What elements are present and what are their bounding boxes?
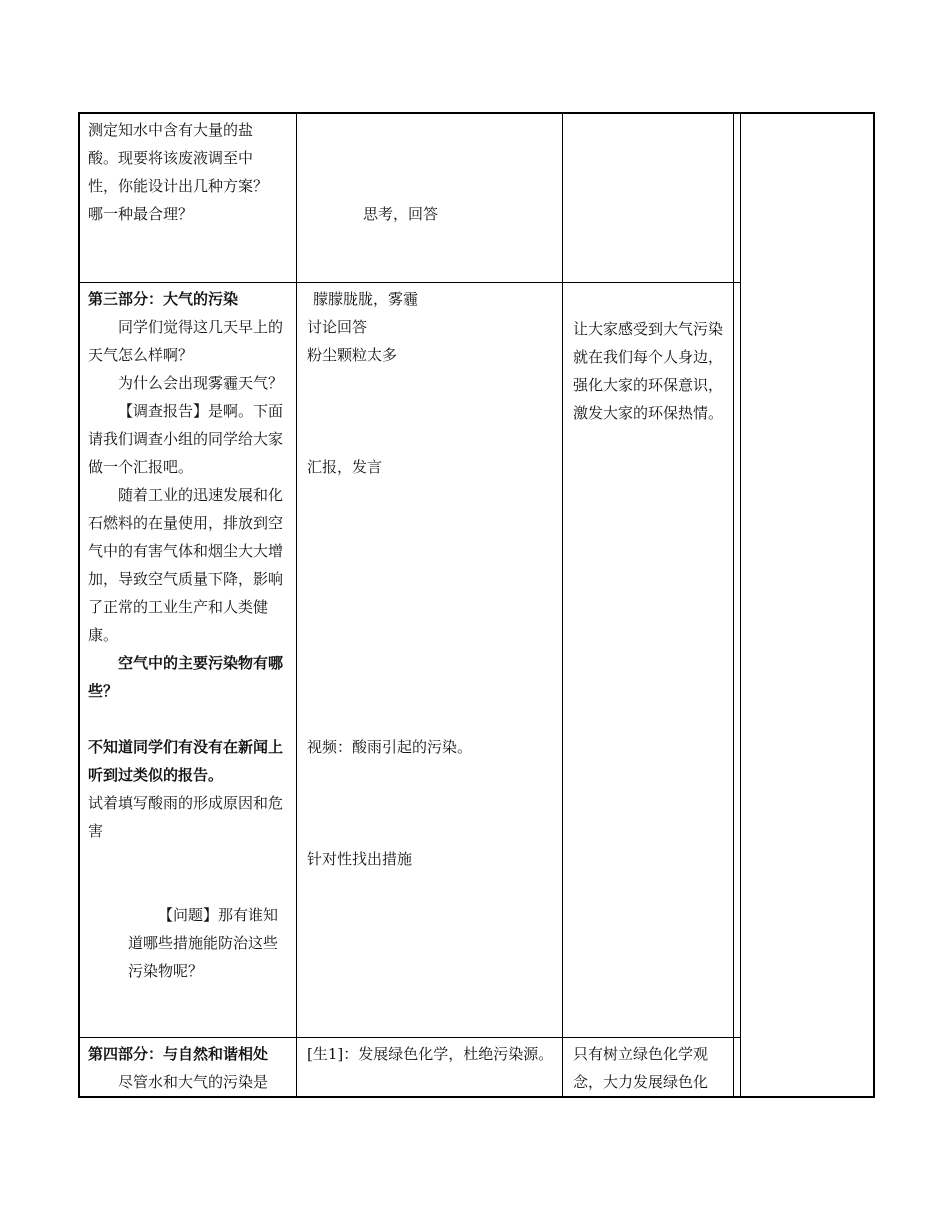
cell-teacher-activity [79,282,297,1037]
narrow-column [734,1037,741,1097]
narrow-column [734,282,741,1037]
paragraph: [生1]：发展绿色化学，杜绝污染源。 [307,1044,554,1063]
cell-notes [741,113,875,1097]
paragraph: 尽管水和大气的污染是 [118,1072,269,1091]
text-line: 性，你能设计出几种方案？ [88,177,269,195]
paragraph: 只有树立绿色化学观念，大力发展绿色化 [573,1044,709,1091]
paragraph: 【调查报告】是啊。下面请我们调查小组的同学给大家做一个汇报吧。 [88,401,284,476]
paragraph: 同学们觉得这几天早上的天气怎么样啊？ [88,317,284,364]
section-title: 第三部分：大气的污染 [88,289,239,308]
section-title: 第四部分：与自然和谐相处 [88,1044,269,1063]
text-line: 针对性找出措施 [307,849,413,868]
text-line: 酸。现要将该废液调至中 [88,149,254,167]
paragraph: 试着填写酸雨的形成原因和危害 [88,793,284,840]
paragraph: 【问题】那有谁知道哪些措施能防治这些污染物呢？ [128,905,279,980]
cell-design-intent [563,282,734,1037]
cell-design-intent [563,1037,734,1097]
cell-design-intent [563,113,734,282]
text-line: 朦朦胧胧，雾霾 [313,289,419,308]
cell-student-activity [297,282,563,1037]
paragraph: 不知道同学们有没有在新闻上听到过类似的报告。 [88,737,284,784]
cell-student-activity [297,113,563,282]
text-line: 讨论回答 [307,317,368,336]
text-line: 测定知水中含有大量的盐 [88,121,254,139]
narrow-column [734,113,741,282]
text-line: 哪一种最合理？ [88,205,194,223]
cell-student-activity [297,1037,563,1097]
table-row [79,113,874,282]
paragraph: 空气中的主要污染物有哪些？ [88,653,284,700]
paragraph: 为什么会出现雾霾天气？ [118,373,284,392]
text-line: 思考，回答 [363,205,439,223]
cell-teacher-activity [79,1037,297,1097]
text-line: 粉尘颗粒太多 [307,345,398,364]
paragraph: 让大家感受到大气污染就在我们每个人身边，强化大家的环保意识，激发大家的环保热情。 [573,319,724,422]
paragraph: 随着工业的迅速发展和化石燃料的在量使用，排放到空气中的有害气体和烟尘大大增加，导致空气质量下降，影响了正常的工业生产和人类健康。 [88,485,284,644]
text-line: 视频：酸雨引起的污染。 [307,737,473,756]
cell-teacher-activity [79,113,297,282]
lesson-plan-table [78,112,875,1098]
text-line: 汇报，发言 [307,457,383,476]
